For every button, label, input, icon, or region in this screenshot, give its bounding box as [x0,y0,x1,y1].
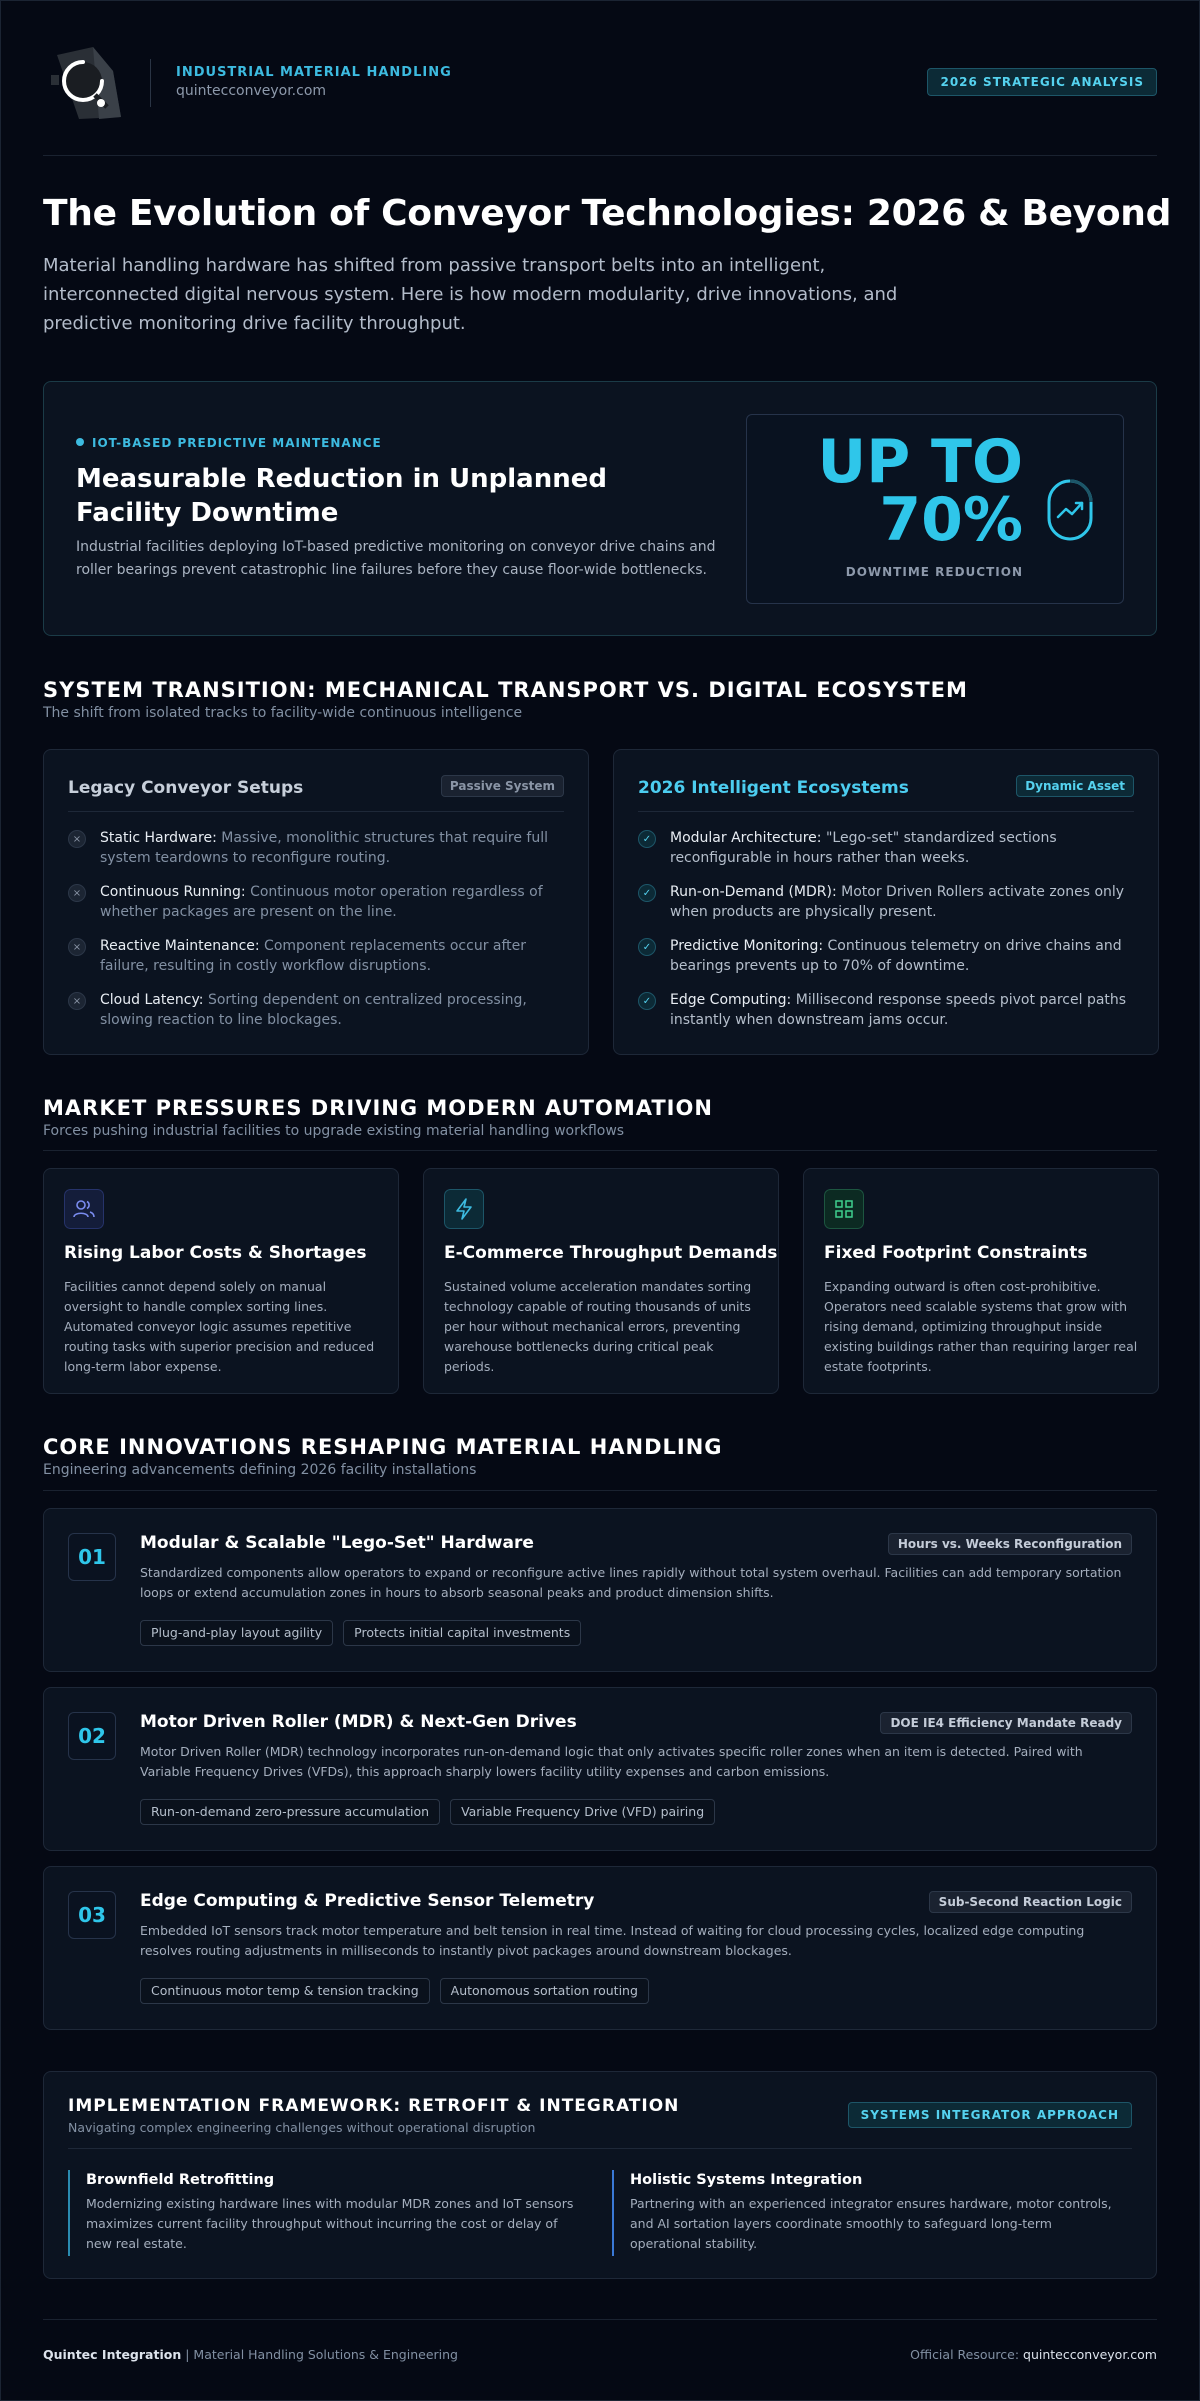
section-divider [43,1150,1157,1151]
card-divider [68,811,564,812]
footer-resource-link[interactable]: quintecconveyor.com [1023,2347,1157,2362]
item-term: Predictive Monitoring: [670,938,824,954]
innovation-body: Motor Driven Roller (MDR) technology incorporates run-on-demand logic that only activates specific roller zones when an item is detected. Paired with Variable Frequency Drives (VFDs), this approach sharply lowers facility utility expenses and carbon emissions. [140,1744,1083,1779]
pressures-subtitle: Forces pushing industrial facilities to upgrade existing material handling workflows [43,1123,625,1139]
modern-card [613,749,1159,1055]
hero-body: Industrial facilities deploying IoT-based predictive monitoring on conveyor drive chains and roller bearings prevent catastrophic line failures before they cause floor-wide bottlenecks. [76,539,716,578]
framework-subtitle: Navigating complex engineering challenges without operational disruption [68,2120,536,2135]
item-description: Motor Driven Rollers activate zones only when products are physically present. [670,884,1125,920]
header-divider-line [43,155,1157,156]
innovation-body: Standardized components allow operators to expand or reconfigure active lines rapidly without total system overhaul. Facilities can add temporary sortation loops or extend accumulation zones in hours to absorb seasonal peaks and product dimension shifts. [140,1565,1122,1600]
hero-kicker [76,436,382,450]
framework-column-title: Brownfield Retrofitting [86,2172,275,2188]
hero-kicker-text: IOT-BASED PREDICTIVE MAINTENANCE [92,436,382,450]
page-title: The Evolution of Conveyor Technologies: 2026 & Beyond [43,193,1172,234]
x-mark-icon: × [68,830,86,848]
framework-column-body: Modernizing existing hardware lines with modular MDR zones and IoT sensors maximizes current facility throughput without incurring the cost or delay of new real estate. [86,2196,574,2251]
pressure-body: Sustained volume acceleration mandates sorting technology capable of routing thousands of units per hour without mechanical errors, preventing warehouse bottlenecks during critical peak periods. [444,1279,752,1374]
kicker-dot-icon [76,438,84,446]
innovation-tags [140,1978,659,2004]
innovation-number: 01 [68,1533,116,1581]
modern-list [638,828,1134,1044]
innovation-number: 02 [68,1712,116,1760]
item-term: Reactive Maintenance: [100,938,260,954]
grid-icon [824,1189,864,1229]
innovation-card [43,1687,1157,1851]
header-divider [150,59,151,107]
footer-brand-name: Quintec Integration [43,2347,182,2362]
innovation-title: Edge Computing & Predictive Sensor Telemetry [140,1891,595,1911]
framework-column-retrofit [68,2170,574,2256]
x-mark-icon: × [68,992,86,1010]
footer-brand [43,2347,458,2362]
modern-list-item [638,828,1134,882]
pressure-title: Fixed Footprint Constraints [824,1243,1088,1263]
innovation-tag: Variable Frequency Drive (VFD) pairing [450,1799,715,1825]
pressure-card-labor [43,1168,399,1394]
modern-list-item [638,990,1134,1044]
section-divider [43,1490,1157,1491]
item-description: Massive, monolithic structures that require full system teardowns to reconfigure routing. [100,830,548,866]
stat-label: DOWNTIME REDUCTION [845,565,1023,579]
footer-resource [910,2347,1157,2362]
legacy-card [43,749,589,1055]
item-description: Component replacements occur after failure, resulting in costly workflow disruptions. [100,938,527,974]
users-icon [64,1189,104,1229]
innovations-subtitle: Engineering advancements defining 2026 facility installations [43,1462,477,1478]
framework-title: IMPLEMENTATION FRAMEWORK: RETROFIT & INTEGRATION [68,2096,680,2116]
pressure-body: Facilities cannot depend solely on manual oversight to handle complex sorting lines. Automated conveyor logic assumes repetitive routing tasks with superior precision and reduced long-term labor expense. [64,1279,375,1374]
modern-heading: 2026 Intelligent Ecosystems [638,778,909,798]
item-description: Millisecond response speeds pivot parcel paths instantly when downstream jams occur. [670,992,1127,1028]
card-divider [638,811,1134,812]
innovation-badge: DOE IE4 Efficiency Mandate Ready [880,1712,1132,1734]
innovations-title: CORE INNOVATIONS RESHAPING MATERIAL HANDLING [43,1435,723,1459]
innovation-title: Modular & Scalable "Lego-Set" Hardware [140,1533,534,1553]
innovation-tag: Autonomous sortation routing [440,1978,649,2004]
quintec-logo-icon [43,41,127,125]
pressures-title: MARKET PRESSURES DRIVING MODERN AUTOMATION [43,1096,713,1120]
modern-list-item [638,882,1134,936]
transition-title: SYSTEM TRANSITION: MECHANICAL TRANSPORT VS. DIGITAL ECOSYSTEM [43,678,968,702]
pressure-card-ecommerce [423,1168,779,1394]
item-description: Continuous motor operation regardless of whether packages are present on the line. [100,884,543,920]
innovation-badge: Sub-Second Reaction Logic [929,1891,1132,1913]
legacy-heading: Legacy Conveyor Setups [68,778,304,798]
pressure-title: Rising Labor Costs & Shortages [64,1243,367,1263]
hero-title: Measurable Reduction in Unplanned Facility Downtime [76,464,607,528]
item-description: Sorting dependent on centralized processing, slowing reaction to line blockages. [100,992,527,1028]
card-divider [68,2148,1132,2149]
item-description: Continuous telemetry on drive chains and bearings prevents up to 70% of downtime. [670,938,1122,974]
check-mark-icon: ✓ [638,830,656,848]
x-mark-icon: × [68,938,86,956]
innovation-tags [140,1620,591,1646]
innovation-number: 03 [68,1891,116,1939]
innovation-body: Embedded IoT sensors track motor temperature and belt tension in real time. Instead of waiting for cloud processing cycles, localized edge computing resolves routing adjustments in milliseconds to instantly pivot packages around downstream blockages. [140,1923,1085,1958]
item-term: Continuous Running: [100,884,246,900]
header-badge: 2026 STRATEGIC ANALYSIS [927,68,1157,96]
x-mark-icon: × [68,884,86,902]
brand-site-link[interactable]: quintecconveyor.com [176,83,327,99]
framework-column-body: Partnering with an experienced integrator ensures hardware, motor controls, and AI sortation layers coordinate smoothly to safeguard long-term operational stability. [630,2196,1112,2251]
lightning-icon [444,1189,484,1229]
stat-line-1: UP TO [817,427,1023,497]
hero-card [43,381,1157,636]
hero-stat-panel [746,414,1124,604]
trend-up-icon [1047,479,1093,541]
modern-badge: Dynamic Asset [1016,775,1134,797]
brand-kicker: INDUSTRIAL MATERIAL HANDLING [176,65,452,80]
framework-column-title: Holistic Systems Integration [630,2172,863,2188]
innovation-tag: Protects initial capital investments [343,1620,581,1646]
modern-list-item [638,936,1134,990]
legacy-list-item [68,990,564,1044]
item-description: "Lego-set" standardized sections reconfigurable in hours rather than weeks. [670,830,1057,866]
innovation-tag: Run-on-demand zero-pressure accumulation [140,1799,440,1825]
innovation-tag: Plug-and-play layout agility [140,1620,333,1646]
check-mark-icon: ✓ [638,938,656,956]
footer-separator: | [181,2347,194,2362]
stat-line-2: 70% [879,485,1023,555]
item-term: Run-on-Demand (MDR): [670,884,837,900]
check-mark-icon: ✓ [638,884,656,902]
item-term: Cloud Latency: [100,992,204,1008]
framework-badge: SYSTEMS INTEGRATOR APPROACH [848,2102,1132,2128]
footer-divider [43,2319,1157,2320]
transition-subtitle: The shift from isolated tracks to facility-wide continuous intelligence [43,705,523,721]
innovation-badge: Hours vs. Weeks Reconfiguration [888,1533,1132,1555]
legacy-list-item [68,882,564,936]
pressure-title: E-Commerce Throughput Demands [444,1243,778,1263]
innovation-title: Motor Driven Roller (MDR) & Next-Gen Drives [140,1712,577,1732]
legacy-list-item [68,828,564,882]
legacy-list-item [68,936,564,990]
footer-tagline: Material Handling Solutions & Engineering [193,2347,458,2362]
stat-value [763,427,1023,555]
legacy-list [68,828,564,1044]
intro-text: Material handling hardware has shifted from passive transport belts into an intelligent, interconnected digital nervous system. Here is how modern modularity, drive innovations, and predictive monitoring drive facility throughput. [43,255,898,334]
pressure-card-footprint [803,1168,1159,1394]
innovation-card [43,1866,1157,2030]
legacy-badge: Passive System [441,775,564,797]
item-term: Edge Computing: [670,992,792,1008]
item-term: Static Hardware: [100,830,217,846]
footer-resource-label: Official Resource: [910,2347,1024,2362]
innovation-tag: Continuous motor temp & tension tracking [140,1978,430,2004]
framework-column-integration [612,2170,1112,2256]
innovation-tags [140,1799,725,1825]
innovation-card [43,1508,1157,1672]
item-term: Modular Architecture: [670,830,822,846]
page-header [43,41,1157,125]
pressure-body: Expanding outward is often cost-prohibitive. Operators need scalable systems that grow with rising demand, optimizing throughput inside existing buildings rather than requiring larger real estate footprints. [824,1279,1138,1374]
check-mark-icon: ✓ [638,992,656,1010]
framework-card [43,2071,1157,2279]
